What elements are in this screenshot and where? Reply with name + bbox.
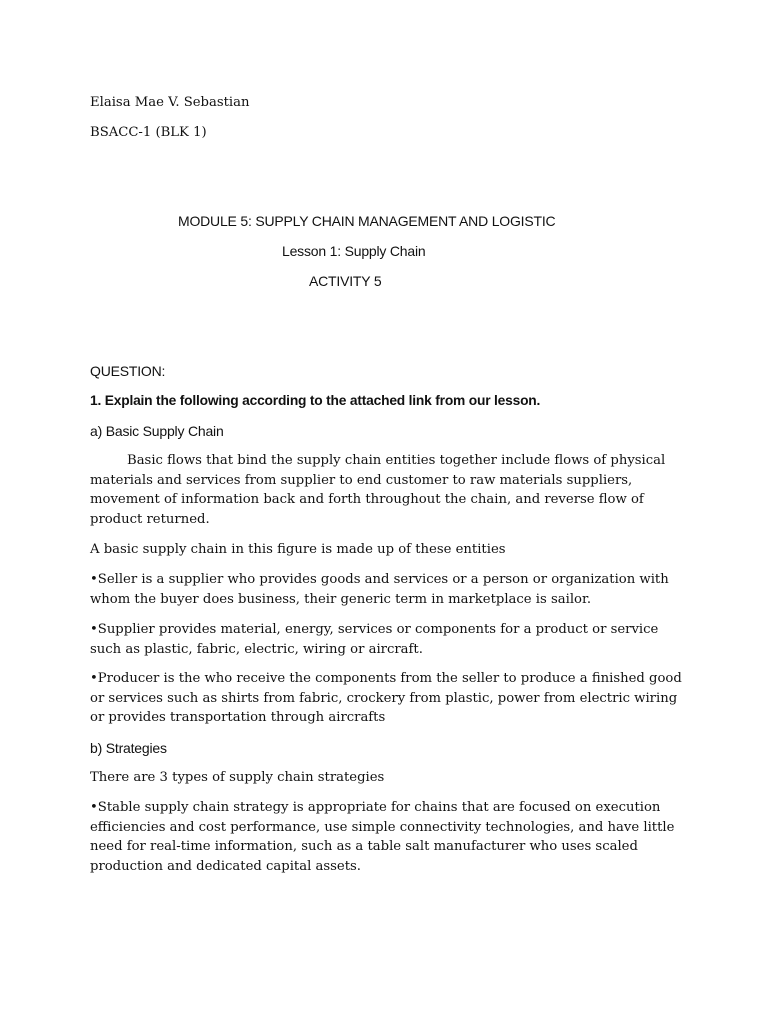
bullet-seller: •Seller is a supplier who provides goods and services or a person or organization with whom the buyer does business, their generic term in marketplace is sailor. <box>90 572 669 607</box>
author-name: Elaisa Mae V. Sebastian <box>90 95 250 110</box>
lesson-title: Lesson 1: Supply Chain <box>282 243 426 259</box>
activity-title: ACTIVITY 5 <box>309 273 382 289</box>
section-a-paragraph-1: Basic flows that bind the supply chain entities together include flows of physical materials and services from supplier to end customer to raw materials suppliers, movement of information back and forth throughout the chain, and reverse flow of product returned. <box>90 453 666 527</box>
bullet-supplier: •Supplier provides material, energy, services or components for a product or service such as plastic, fabric, electric, wiring or aircraft. <box>90 622 659 657</box>
section-a-title: a) Basic Supply Chain <box>90 423 224 439</box>
author-section: BSACC-1 (BLK 1) <box>90 125 207 140</box>
section-a-paragraph-2: A basic supply chain in this figure is made up of these entities <box>90 542 506 557</box>
bullet-stable-strategy: •Stable supply chain strategy is appropriate for chains that are focused on execution efficiencies and cost performance, use simple connectivity technologies, and have little need for real-time information, such as a table salt manufacturer who uses scaled production and dedicated capital assets. <box>90 800 675 874</box>
question-label: QUESTION: <box>90 363 166 379</box>
bullet-producer: •Producer is the who receive the components from the seller to produce a finished good or services such as shirts from fabric, crockery from plastic, power from electric wiring or provides transportation through aircrafts <box>90 671 682 725</box>
module-title: MODULE 5: SUPPLY CHAIN MANAGEMENT AND LOGISTIC <box>178 213 556 229</box>
section-b-title: b) Strategies <box>90 740 167 756</box>
section-b-paragraph-1: There are 3 types of supply chain strategies <box>90 770 385 785</box>
question-1: 1. Explain the following according to the attached link from our lesson. <box>90 393 541 408</box>
